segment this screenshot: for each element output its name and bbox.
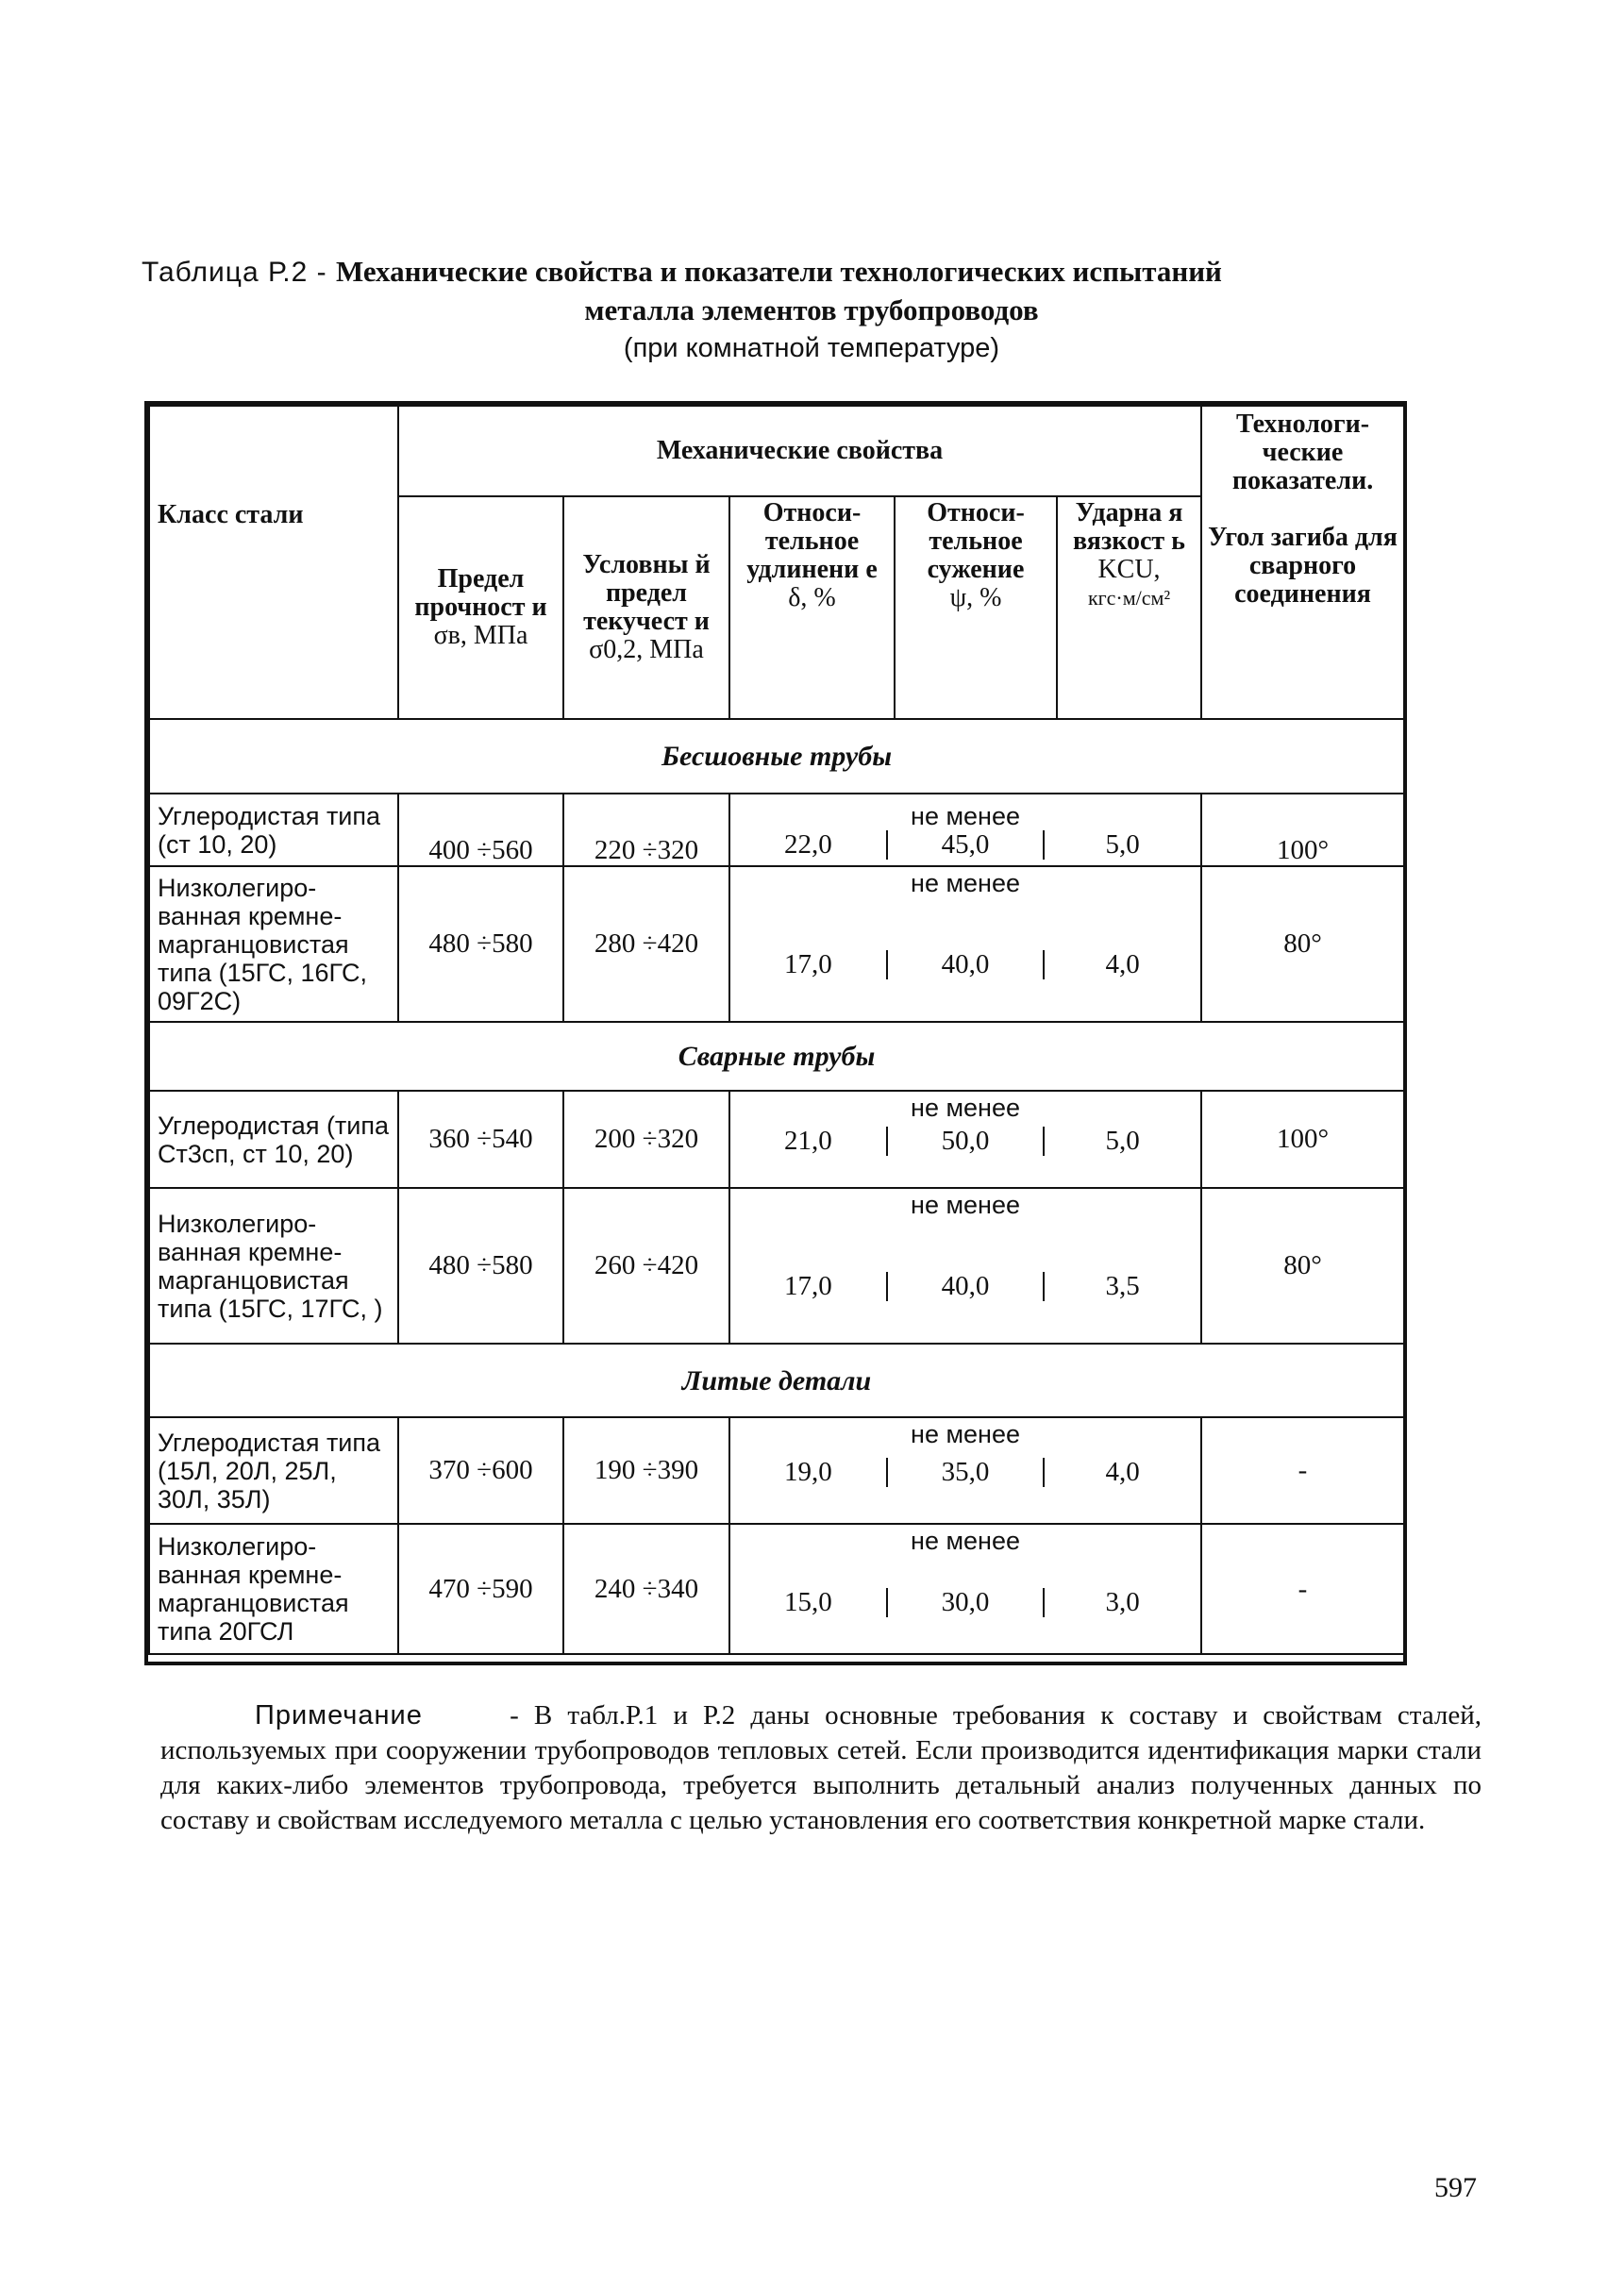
- caption-title-line-1: Механические свойства и показатели технологических испытаний: [335, 255, 1222, 288]
- cell-min-group: [729, 1417, 1201, 1524]
- header-bend-angle: Угол загиба для сварного соединения: [1208, 523, 1398, 609]
- cell-min-group: [729, 1091, 1201, 1188]
- header-mech-properties: Механические свойства: [398, 406, 1201, 496]
- cell-min-group: [729, 1524, 1201, 1654]
- table-row: [149, 1091, 1404, 1188]
- cell-tensile: 480 ÷580: [398, 866, 563, 1022]
- header-elongation-symbol: δ, %: [788, 583, 836, 612]
- min-label: не менее: [911, 1191, 1020, 1219]
- table-row: [149, 1417, 1404, 1524]
- header-contraction-symbol: ψ, %: [949, 583, 1002, 612]
- cell-elongation: 21,0: [783, 1125, 832, 1156]
- cell-contraction: 40,0: [886, 950, 1044, 979]
- table-row: [149, 794, 1404, 866]
- cell-elongation: 19,0: [783, 1456, 832, 1487]
- cell-bend: 80°: [1201, 1188, 1404, 1344]
- properties-table-grid: [148, 405, 1405, 1655]
- cell-yield: 190 ÷390: [563, 1417, 729, 1524]
- caption-prefix: Таблица Р.2 -: [142, 257, 336, 288]
- cell-steel-class: Низколегиро-ванная кремне-марганцовистая типа (15ГС, 16ГС, 09Г2С): [149, 866, 398, 1022]
- min-values: [730, 1122, 1200, 1160]
- caption-subtitle: (при комнатной температуре): [623, 333, 1000, 363]
- properties-table: [144, 401, 1407, 1665]
- cell-elongation: 17,0: [783, 1270, 832, 1301]
- cell-impact: 5,0: [1043, 1127, 1200, 1156]
- min-label: не менее: [911, 869, 1020, 897]
- cell-impact: 3,5: [1043, 1272, 1200, 1301]
- caption-line-1: [142, 253, 1482, 292]
- header-contraction: [895, 496, 1057, 719]
- section-title: Сварные трубы: [149, 1022, 1404, 1091]
- cell-steel-class: Углеродистая (типа Ст3сп, ст 10, 20): [149, 1091, 398, 1188]
- table-caption: [142, 253, 1482, 367]
- section-title: Бесшовные трубы: [149, 719, 1404, 794]
- cell-bend: 100°: [1201, 1091, 1404, 1188]
- cell-yield: 260 ÷420: [563, 1188, 729, 1344]
- header-contraction-label: Относи-тельное сужение: [927, 498, 1025, 584]
- table-row: [149, 1524, 1404, 1654]
- section-row-seamless: [149, 719, 1404, 794]
- header-impact-symbol: KCU,: [1097, 555, 1161, 584]
- header-elongation: [729, 496, 895, 719]
- cell-impact: 4,0: [1043, 1458, 1200, 1487]
- table-row: [149, 866, 1404, 1022]
- min-values: [730, 1564, 1200, 1640]
- section-row-cast: [149, 1344, 1404, 1417]
- section-title: Литые детали: [149, 1344, 1404, 1417]
- note-text: - В табл.Р.1 и Р.2 даны основные требования к составу и свойствам сталей, используемых при сооружении трубопроводов тепловых сетей. Если производится идентификация марки стали для каких-либо элементов трубопровода, требуется выполнить детальный анализ полученных данных по составу и свойствам исследуемого металла с целью установления его соответствия конкретной марке стали.: [160, 1700, 1482, 1835]
- header-yield-strength: [563, 496, 729, 719]
- note-paragraph: [160, 1698, 1482, 1838]
- min-values: [730, 918, 1200, 1011]
- caption-title-line-2: металла элементов трубопроводов: [584, 293, 1039, 326]
- cell-elongation: 15,0: [783, 1586, 832, 1617]
- header-tensile-strength-label: Предел прочност и: [414, 564, 547, 622]
- cell-steel-class: Низколегиро-ванная кремне-марганцовистая типа (15ГС, 17ГС, ): [149, 1188, 398, 1344]
- cell-contraction: 30,0: [886, 1588, 1044, 1617]
- cell-steel-class: Углеродистая типа (ст 10, 20): [149, 794, 398, 866]
- header-row-top: [149, 406, 1404, 496]
- header-tensile-strength: [398, 496, 563, 719]
- cell-elongation: 22,0: [783, 829, 832, 860]
- cell-impact: 3,0: [1043, 1588, 1200, 1617]
- cell-min-group: [729, 866, 1201, 1022]
- cell-bend: -: [1201, 1524, 1404, 1654]
- cell-impact: 5,0: [1043, 830, 1200, 860]
- header-yield-strength-symbol: σ0,2, МПа: [589, 635, 704, 664]
- min-values: [730, 830, 1200, 860]
- table-row: [149, 1188, 1404, 1344]
- cell-yield: 280 ÷420: [563, 866, 729, 1022]
- min-label: не менее: [911, 1094, 1020, 1122]
- cell-yield: 200 ÷320: [563, 1091, 729, 1188]
- cell-bend: 100°: [1201, 794, 1404, 866]
- min-values: [730, 1448, 1200, 1496]
- note-label: Примечание: [255, 1700, 423, 1730]
- header-impact: [1057, 496, 1201, 719]
- cell-tensile: 470 ÷590: [398, 1524, 563, 1654]
- cell-contraction: 50,0: [886, 1127, 1044, 1156]
- cell-min-group: [729, 1188, 1201, 1344]
- cell-yield: 220 ÷320: [563, 794, 729, 866]
- cell-tensile: 480 ÷580: [398, 1188, 563, 1344]
- header-yield-strength-label: Условны й предел текучест и: [582, 550, 711, 636]
- min-label: не менее: [911, 1420, 1020, 1448]
- cell-yield: 240 ÷340: [563, 1524, 729, 1654]
- cell-tensile: 400 ÷560: [398, 794, 563, 866]
- header-tech-indicators: [1201, 406, 1404, 719]
- header-steel-class: Класс стали: [149, 406, 398, 719]
- cell-min-group: [729, 794, 1201, 866]
- cell-bend: 80°: [1201, 866, 1404, 1022]
- page-number: 597: [1434, 2172, 1477, 2203]
- min-values: [730, 1240, 1200, 1332]
- cell-tensile: 370 ÷600: [398, 1417, 563, 1524]
- cell-elongation: 17,0: [783, 948, 832, 979]
- cell-impact: 4,0: [1043, 950, 1200, 979]
- header-tensile-strength-symbol: σв, МПа: [433, 621, 528, 650]
- header-impact-unit: кгс·м/см²: [1087, 586, 1171, 610]
- section-row-welded: [149, 1022, 1404, 1091]
- header-tech-label: Технологи-ческие показатели.: [1231, 410, 1374, 495]
- cell-contraction: 35,0: [886, 1458, 1044, 1487]
- cell-steel-class: Углеродистая типа (15Л, 20Л, 25Л, 30Л, 35Л): [149, 1417, 398, 1524]
- cell-tensile: 360 ÷540: [398, 1091, 563, 1188]
- min-label: не менее: [911, 802, 1020, 830]
- header-elongation-label: Относи-тельное удлинени е: [746, 498, 878, 584]
- header-impact-label: Ударна я вязкост ь: [1073, 498, 1185, 556]
- cell-bend: -: [1201, 1417, 1404, 1524]
- cell-contraction: 45,0: [886, 830, 1044, 860]
- cell-steel-class: Низколегиро-ванная кремне-марганцовистая типа 20ГСЛ: [149, 1524, 398, 1654]
- cell-contraction: 40,0: [886, 1272, 1044, 1301]
- min-label: не менее: [911, 1527, 1020, 1555]
